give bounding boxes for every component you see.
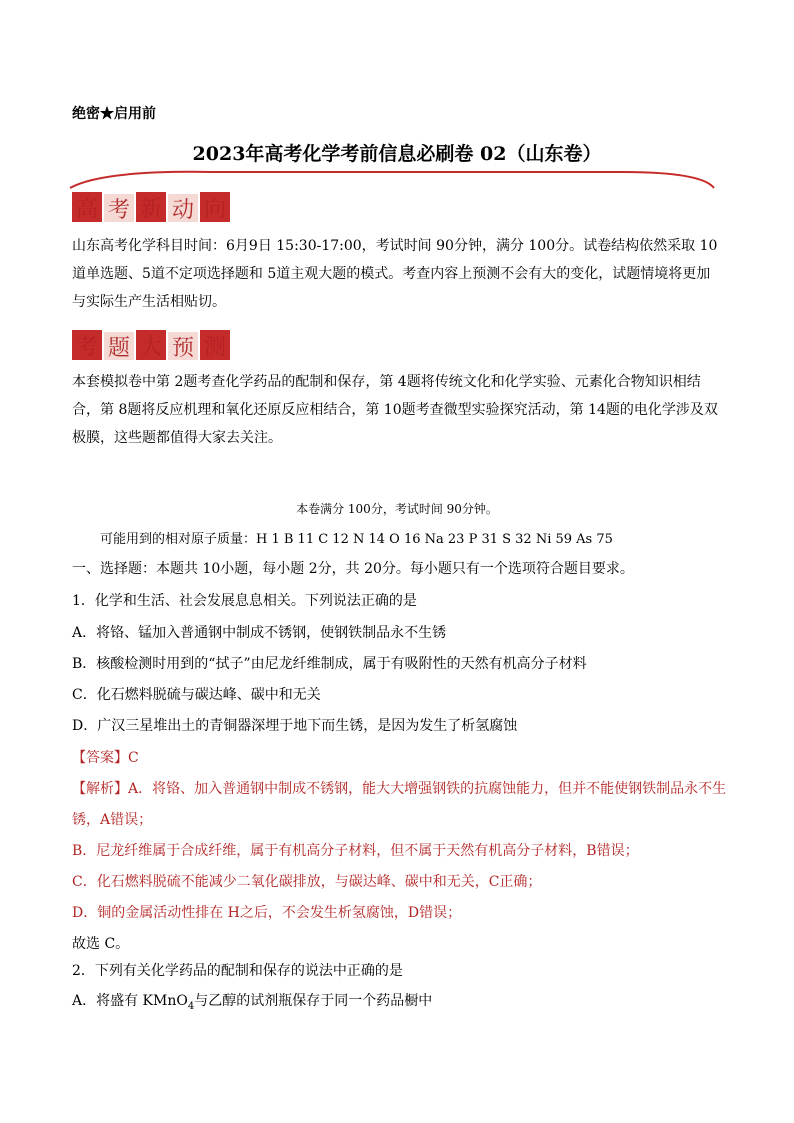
banner-char: 题: [104, 332, 134, 360]
banner-char: 向: [200, 192, 230, 222]
q1-option-b: B．核酸检测时用到的“拭子”由尼龙纤维制成，属于有吸附性的天然有机高分子材料: [72, 656, 587, 672]
banner-char: 预: [168, 332, 198, 360]
section-heading: 一、选择题：本题共 10小题，每小题 2分，共 20分。每小题只有一个选项符合题目要求。: [72, 561, 634, 577]
banner-char: 大: [136, 330, 166, 360]
section2-text: 本套模拟卷中第 2题考查化学药品的配制和保存，第 4题将传统文化和化学实验、元素化合物知识相结合，第 8题将反应机理和氧化还原反应相结合，第 10题考查微型实验探究活动，第 14题的电化学涉及双极膜，这些题都值得大家去关注。: [72, 374, 718, 446]
atomic-masses: 可能用到的相对原子质量：H 1 B 11 C 12 N 14 O 16 Na 23 P 31 S 32 Ni 59 As 75: [100, 532, 613, 547]
q2-a-suffix: 与乙醇的试剂瓶保存于同一个药品橱中: [194, 993, 433, 1009]
q1-analysis-line4: C．化石燃料脱硫不能减少二氧化碳排放，与碳达峰、碳中和无关，C正确；: [72, 874, 542, 890]
banner-char: 高: [72, 192, 102, 222]
q1-option-c: C．化石燃料脱硫与碳达峰、碳中和无关: [72, 687, 321, 703]
q1-analysis-line2: 锈，A错误；: [72, 812, 153, 828]
exam-title: 2023年高考化学考前信息必刷卷 02（山东卷）: [192, 143, 602, 165]
q1-analysis-line3: B．尼龙纤维属于合成纤维，属于有机高分子材料，但不属于天然有机高分子材料，B错误；: [72, 843, 639, 859]
q1-stem: 1．化学和生活、社会发展息息相关。下列说法正确的是: [72, 593, 417, 609]
analysis-text: A．将铬、加入普通钢中制成不锈钢，能大大增强钢铁的抗腐蚀能力，但并不能使钢铁制品永不生: [128, 781, 727, 797]
answer-label: 【答案】: [72, 750, 128, 766]
q2-a-prefix: A．将盛有 KMnO: [72, 993, 188, 1009]
banner-char: 考: [104, 194, 134, 222]
analysis-label: 【解析】: [72, 781, 128, 797]
title-decoration: [62, 160, 722, 194]
banner-char: 动: [168, 194, 198, 222]
q1-conclusion: 故选 C。: [72, 936, 130, 952]
section-banner-new-trends: [72, 192, 230, 222]
q1-analysis-line1: [72, 778, 726, 798]
q2-stem: 2．下列有关化学药品的配制和保存的说法中正确的是: [72, 963, 403, 979]
exam-note: 本卷满分 100分，考试时间 90分钟。: [296, 502, 498, 516]
q1-analysis-line5: D．铜的金属活动性排在 H之后，不会发生析氢腐蚀，D错误；: [72, 905, 462, 921]
banner-char: 考: [72, 330, 102, 360]
q2-option-a: [72, 990, 432, 1012]
top-secret-label: 绝密★启用前: [72, 106, 156, 122]
q2-a-subscript: 4: [187, 1000, 195, 1012]
q1-option-a: A．将铬、锰加入普通钢中制成不锈钢，使钢铁制品永不生锈: [72, 625, 447, 641]
banner-char: 新: [136, 192, 166, 222]
q1-answer: [72, 747, 139, 767]
answer-value: C: [128, 750, 139, 766]
banner-char: 测: [200, 330, 230, 360]
q1-option-d: D．广汉三星堆出土的青铜器深埋于地下而生锈，是因为发生了析氢腐蚀: [72, 718, 518, 734]
section-banner-predictions: [72, 330, 230, 360]
section1-text: 山东高考化学科目时间：6月9日 15:30-17:00，考试时间 90分钟，满分 100分。试卷结构依然采取 10道单选题、5道不定项选择题和 5道主观大题的模式。考查内容上预测不会有大的变化，试题情境将更加与实际生产生活相贴切。: [72, 238, 718, 310]
